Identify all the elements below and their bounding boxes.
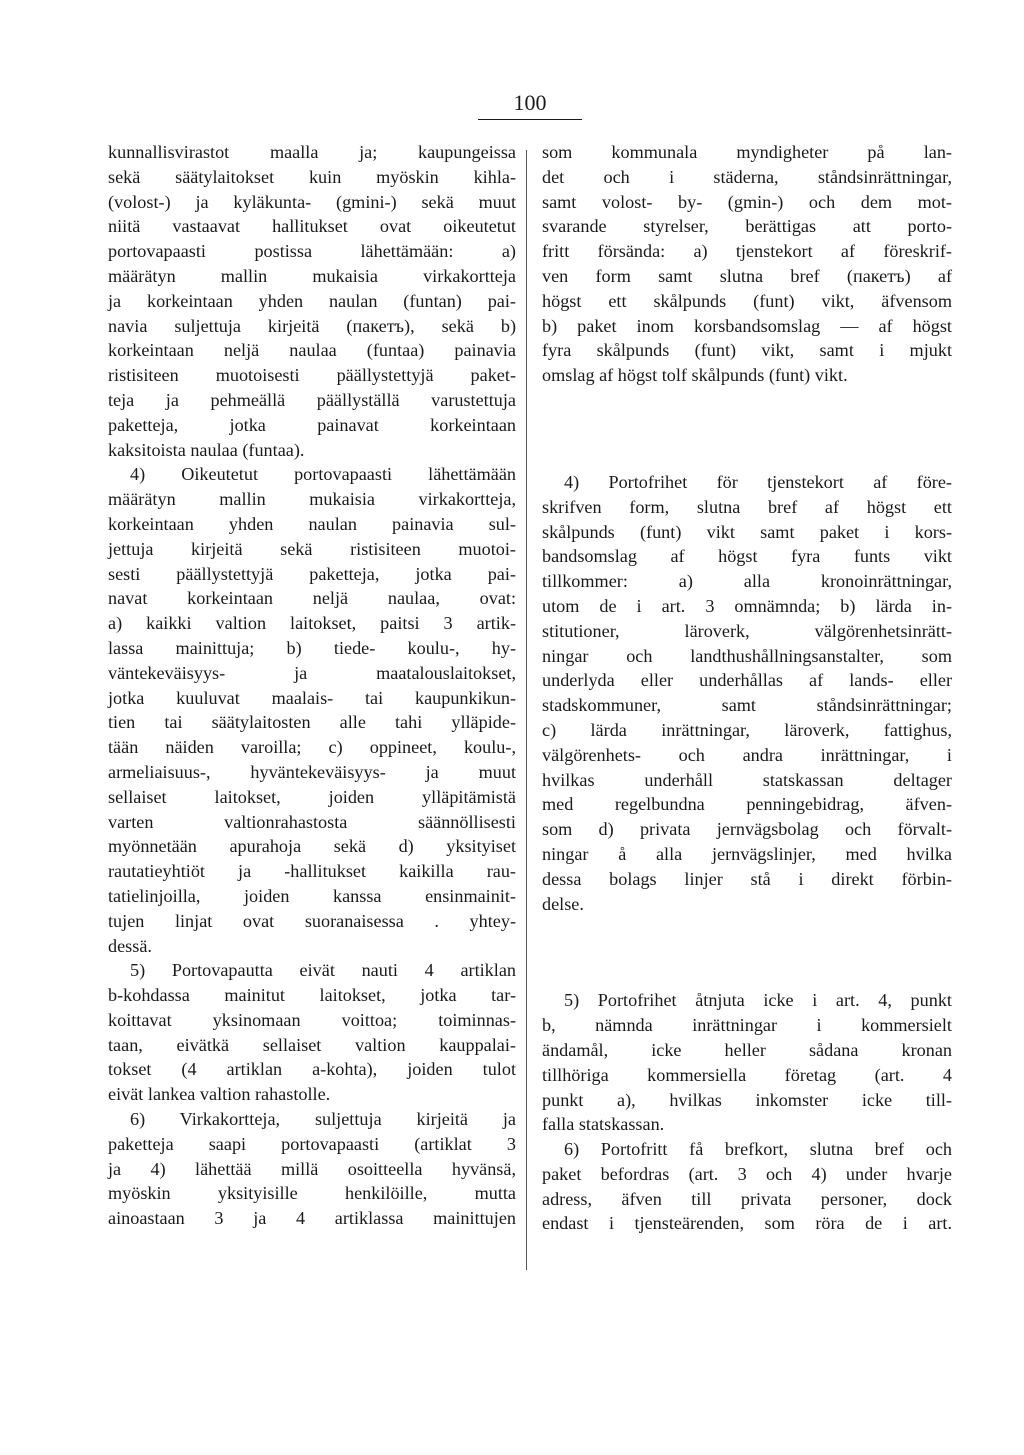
text-line: paketteja, jotka painavat korkeintaan bbox=[108, 414, 516, 435]
text-line: som kommunala myndigheter på lan- bbox=[542, 142, 952, 162]
text-line: sellaiset laitokset, joiden ylläpitämistä bbox=[108, 786, 516, 807]
text-line: punkt a), hvilkas inkomster icke till- bbox=[542, 1089, 952, 1110]
column-divider bbox=[526, 150, 527, 1270]
text-line: a) kaikki valtion laitokset, paitsi 3 artik- bbox=[108, 613, 516, 634]
text-line: ainoastaan 3 ja 4 artiklassa mainittujen bbox=[108, 1208, 516, 1229]
text-line: adress, äfven till privata personer, dock bbox=[542, 1188, 952, 1209]
sv-paragraph-3 bbox=[542, 988, 952, 1137]
text-line: falla statskassan. bbox=[542, 1114, 665, 1135]
text-line: navia suljettuja kirjeitä (пакетъ), sekä b) bbox=[108, 315, 516, 336]
text-line: tien tai säätylaitosten alle tahi ylläpide- bbox=[108, 712, 516, 733]
text-line: 4) Portofrihet för tjenstekort af före- bbox=[564, 471, 952, 492]
text-line: myöskin yksityisille henkilöille, mutta bbox=[108, 1183, 516, 1204]
text-line: jettuja kirjeitä sekä ristisiteen muotoi- bbox=[108, 538, 516, 559]
text-line: fyra skålpunds (funt) vikt, samt i mjukt bbox=[542, 340, 952, 361]
text-line: som d) privata jernvägsbolag och förvalt- bbox=[542, 819, 952, 840]
text-line: kunnallisvirastot maalla ja; kaupungeissa bbox=[108, 142, 516, 162]
text-line: bandsomslag af högst fyra funts vikt bbox=[542, 546, 952, 567]
text-line: paket befordras (art. 3 och 4) under hvarje bbox=[542, 1163, 952, 1184]
swedish-column bbox=[542, 140, 952, 1236]
finnish-column bbox=[108, 140, 516, 1231]
text-line: koittavat yksinomaan voittoa; toiminnas- bbox=[108, 1009, 516, 1030]
text-line: navat korkeintaan neljä naulaa, ovat: bbox=[108, 588, 516, 609]
sv-paragraph-1 bbox=[542, 140, 952, 388]
text-line: underlyda eller underhållas af lands- eller bbox=[542, 670, 952, 691]
text-line: niitä vastaavat hallitukset ovat oikeutetut bbox=[108, 216, 516, 237]
text-line: utom de i art. 3 omnämnda; b) lärda in- bbox=[542, 595, 952, 616]
text-line: fritt försända: a) tjenstekort af föreskrif- bbox=[542, 241, 952, 262]
text-line: korkeintaan neljä naulaa (funtaa) painavia bbox=[108, 340, 516, 361]
text-line: tatielinjoilla, joiden kanssa ensinmainit- bbox=[108, 885, 516, 906]
text-line: endast i tjensteärenden, som röra de i art. bbox=[542, 1213, 952, 1234]
text-line: (volost-) ja kyläkunta- (gmini-) sekä muut bbox=[108, 191, 516, 212]
text-line: 4) Oikeutetut portovapaasti lähettämään bbox=[130, 464, 516, 485]
text-line: b) paket inom korsbandsomslag — af högst bbox=[542, 315, 952, 336]
text-line: tillkommer: a) alla kronoinrättningar, bbox=[542, 571, 952, 592]
text-line: lassa mainittuja; b) tiede- koulu-, hy- bbox=[108, 637, 516, 658]
text-line: högst ett skålpunds (funt) vikt, äfvensom bbox=[542, 290, 952, 311]
text-line: varten valtionrahastosta säännöllisesti bbox=[108, 811, 516, 832]
text-line: rautatieyhtiöt ja -hallitukset kaikilla rau- bbox=[108, 861, 516, 882]
page-number: 100 bbox=[513, 90, 547, 115]
text-line: skrifven form, slutna bref af högst ett bbox=[542, 496, 952, 517]
text-line: svarande styrelser, berättigas att porto- bbox=[542, 216, 952, 237]
text-line: ningar å alla jernvägslinjer, med hvilka bbox=[542, 843, 952, 864]
text-line: b, nämnda inrättningar i kommersielt bbox=[542, 1015, 952, 1036]
text-line: portovapaasti postissa lähettämään: a) bbox=[108, 241, 516, 262]
text-line: välgörenhets- och andra inrättningar, i bbox=[542, 744, 952, 765]
text-line: delse. bbox=[542, 893, 584, 914]
text-line: omslag af högst tolf skålpunds (funt) vikt. bbox=[542, 365, 848, 386]
text-line: sekä säätylaitokset kuin myöskin kihla- bbox=[108, 166, 516, 187]
text-line: ven form samt slutna bref (пакетъ) af bbox=[542, 265, 952, 286]
text-line: ristisiteen muotoisesti päällystettyjä paket- bbox=[108, 365, 516, 386]
fi-paragraph-3 bbox=[108, 958, 516, 1107]
text-line: skålpunds (funt) vikt samt paket i kors- bbox=[542, 521, 952, 542]
text-line: armeliaisuus-, hyväntekeväisyys- ja muut bbox=[108, 761, 516, 782]
text-line: eivät lankea valtion rahastolle. bbox=[108, 1084, 331, 1105]
text-line: b-kohdassa mainitut laitokset, jotka tar- bbox=[108, 985, 516, 1006]
text-line: 5) Portovapautta eivät nauti 4 artiklan bbox=[130, 960, 516, 981]
text-line: 6) Portofritt få brefkort, slutna bref och bbox=[564, 1139, 952, 1160]
text-line: ja korkeintaan yhden naulan (funtan) pai- bbox=[108, 290, 516, 311]
fi-paragraph-2 bbox=[108, 462, 516, 958]
text-line: dessa bolags linjer stå i direkt förbin- bbox=[542, 868, 952, 889]
text-line: dessä. bbox=[108, 935, 152, 956]
text-line: määrätyn mallin mukaisia virkakortteja, bbox=[108, 489, 516, 510]
text-line: sesti päällystettyjä paketteja, jotka pai- bbox=[108, 563, 516, 584]
text-line: tujen linjat ovat suoranaisessa . yhtey- bbox=[108, 910, 516, 931]
fi-paragraph-1 bbox=[108, 140, 516, 462]
text-line: stadskommuner, samt ståndsinrättningar; bbox=[542, 695, 952, 716]
text-line: hvilkas underhåll statskassan deltager bbox=[542, 769, 952, 790]
text-line: määrätyn mallin mukaisia virkakortteja bbox=[108, 265, 516, 286]
text-line: kaksitoista naulaa (funtaa). bbox=[108, 439, 305, 460]
page-number-underline bbox=[478, 119, 582, 120]
text-line: taan, eivätkä sellaiset valtion kauppalai- bbox=[108, 1034, 516, 1055]
fi-paragraph-4 bbox=[108, 1107, 516, 1231]
sv-paragraph-4 bbox=[542, 1137, 952, 1236]
text-line: med regelbundna penningebidrag, äfven- bbox=[542, 794, 952, 815]
text-line: ändamål, icke heller sådana kronan bbox=[542, 1039, 952, 1060]
text-line: tillhöriga kommersiella företag (art. 4 bbox=[542, 1064, 952, 1085]
text-line: c) lärda inrättningar, läroverk, fattighus, bbox=[542, 719, 952, 740]
text-line: teja ja pehmeällä päällyställä varustettuja bbox=[108, 389, 516, 410]
text-line: 6) Virkakortteja, suljettuja kirjeitä ja bbox=[130, 1109, 516, 1130]
text-line: stitutioner, läroverk, välgörenhetsinrätt- bbox=[542, 620, 952, 641]
text-line: ja 4) lähettää millä osoitteella hyvänsä, bbox=[108, 1158, 516, 1179]
text-line: ningar och landthushållningsanstalter, som bbox=[542, 645, 952, 666]
text-line: myönnetään apurahoja sekä d) yksityiset bbox=[108, 836, 516, 857]
text-line: 5) Portofrihet åtnjuta icke i art. 4, punkt bbox=[564, 990, 952, 1011]
text-line: samt volost- by- (gmin-) och dem mot- bbox=[542, 191, 952, 212]
text-line: tään näiden varoilla; c) oppineet, koulu-, bbox=[108, 737, 516, 758]
text-line: korkeintaan yhden naulan painavia sul- bbox=[108, 513, 516, 534]
text-line: det och i städerna, ståndsinrättningar, bbox=[542, 166, 952, 187]
text-line: väntekeväisyys- ja maatalouslaitokset, bbox=[108, 662, 516, 683]
sv-paragraph-2 bbox=[542, 470, 952, 916]
text-line: tokset (4 artiklan a-kohta), joiden tulot bbox=[108, 1059, 516, 1080]
text-line: paketteja saapi portovapaasti (artiklat 3 bbox=[108, 1133, 516, 1154]
text-line: jotka kuuluvat maalais- tai kaupunkikun- bbox=[108, 687, 516, 708]
